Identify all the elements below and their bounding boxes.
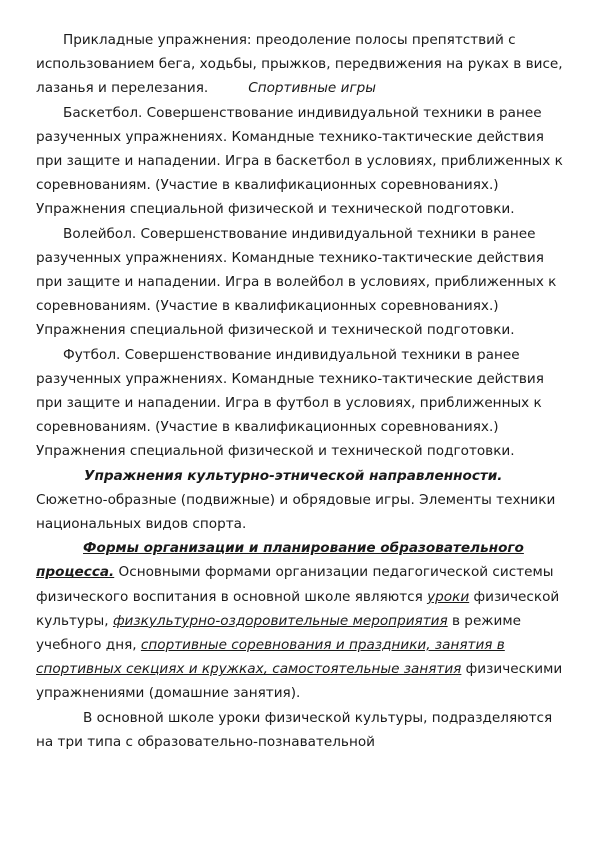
paragraph-volleyball: Волейбол. Совершенствование индивидуальной техники в ранее разученных упражнениях. Командные технико-тактические действия при защите и нападении. Игра в волейбол в условиях, приближенных к соревнованиям. (Участие в квалификационных соревнованиях.) Упражнения специальной физической и технической подготовки.	[36, 225, 557, 339]
heading-sport-games: Спортивные игры	[248, 80, 376, 97]
forms-text-4: физическими упражнениями (домашние занятия).	[36, 661, 563, 702]
paragraph-forms-organization	[36, 536, 566, 705]
paragraph-basketball: Баскетбол. Совершенствование индивидуальной техники в ранее разученных упражнениях. Командные технико-тактические действия при защите и нападении. Игра в баскетбол в условиях, приближенных к соревнованиям. (Участие в квалификационных соревнованиях.) Упражнения специальной физической и технической подготовки.	[36, 104, 563, 218]
forms-emphasis-lessons: уроки	[427, 588, 470, 605]
paragraph-applied-exercises	[36, 28, 566, 101]
forms-text-2: физической культуры,	[36, 588, 560, 629]
forms-emphasis-health-activities: физкультурно-оздоровительные мероприятия	[112, 612, 448, 629]
paragraph-ethnic-text: Сюжетно-образные (подвижные) и обрядовые игры. Элементы техники национальных видов спорта.	[36, 491, 556, 533]
forms-emphasis-competitions: спортивные соревнования и праздники, занятия в спортивных секциях и кружках, самостоятельные занятия	[36, 637, 505, 678]
forms-text-1: Основными формами организации педагогической системы физического воспитания в основной школе являются	[36, 564, 554, 605]
paragraph-lesson-types: В основной школе уроки физической культуры, подразделяются на три типа с образовательно-познавательной	[36, 709, 553, 750]
paragraph-football: Футбол. Совершенствование индивидуальной техники в ранее разученных упражнениях. Командные технико-тактические действия при защите и нападении. Игра в футбол в условиях, приближенных к соревнованиям. (Участие в квалификационных соревнованиях.) Упражнения специальной физической и технической подготовки.	[36, 346, 544, 460]
document-page	[36, 28, 566, 754]
section-ethnic-heading-paragraph	[36, 464, 566, 488]
forms-text-3: в режиме учебного дня,	[36, 612, 522, 654]
section-heading-forms: Формы организации и планирование образовательного процесса.	[36, 540, 524, 581]
applied-exercises-text: Прикладные упражнения: преодоление полосы препятствий с использованием бега, ходьбы, прыжков, передвижения на руках в висе, лазанья и перелезания.	[36, 32, 563, 97]
section-heading-ethnic: Упражнения культурно-этнической направленности.	[84, 467, 503, 484]
